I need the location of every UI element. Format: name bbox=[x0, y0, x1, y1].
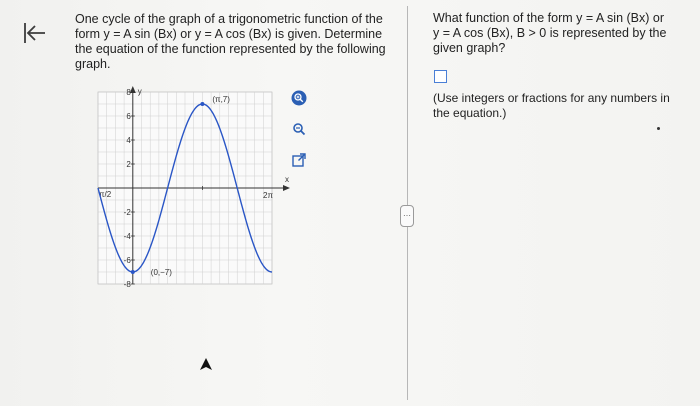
y-tick-label: -4 bbox=[123, 232, 131, 241]
y-tick-label: -2 bbox=[123, 208, 131, 217]
mouse-cursor-icon bbox=[200, 358, 212, 372]
point-min-label: (0,−7) bbox=[150, 268, 172, 277]
external-link-icon[interactable] bbox=[291, 152, 307, 168]
trig-graph bbox=[90, 84, 290, 294]
right-question-text: What function of the form y = A sin (Bx) or y = A cos (Bx), B > 0 is represented by the given graph? bbox=[433, 11, 667, 55]
divider-handle[interactable]: ⋯ bbox=[400, 205, 414, 227]
y-tick-label: 4 bbox=[126, 136, 131, 145]
zoom-in-icon[interactable] bbox=[291, 90, 307, 106]
graph-point bbox=[200, 102, 204, 106]
point-max-label: (π,7) bbox=[212, 95, 230, 104]
back-arrow-icon[interactable] bbox=[22, 20, 48, 46]
stray-dot bbox=[657, 127, 660, 130]
answer-input[interactable] bbox=[434, 70, 447, 83]
x-tick-label-left: π/2 bbox=[99, 190, 112, 199]
x-axis-arrow bbox=[283, 185, 290, 191]
panel-divider[interactable] bbox=[407, 6, 408, 400]
y-tick-label: 2 bbox=[126, 160, 131, 169]
x-axis-label: x bbox=[285, 175, 289, 184]
graph-point bbox=[131, 270, 135, 274]
x-tick-label-right: 2π bbox=[263, 191, 273, 200]
y-tick-label: 8 bbox=[126, 88, 131, 97]
y-tick-label: -6 bbox=[123, 256, 131, 265]
y-tick-label: -8 bbox=[123, 280, 131, 289]
zoom-out-icon[interactable] bbox=[291, 121, 307, 137]
answer-instructions: (Use integers or fractions for any numbers in the equation.) bbox=[433, 91, 670, 120]
y-axis-label: y bbox=[137, 87, 142, 96]
y-tick-label: 6 bbox=[126, 112, 131, 121]
question-text: One cycle of the graph of a trigonometric function of the form y = A sin (Bx) or y = A cos (Bx) is given. Determine the equation of the function represented by the following graph. bbox=[75, 12, 386, 71]
